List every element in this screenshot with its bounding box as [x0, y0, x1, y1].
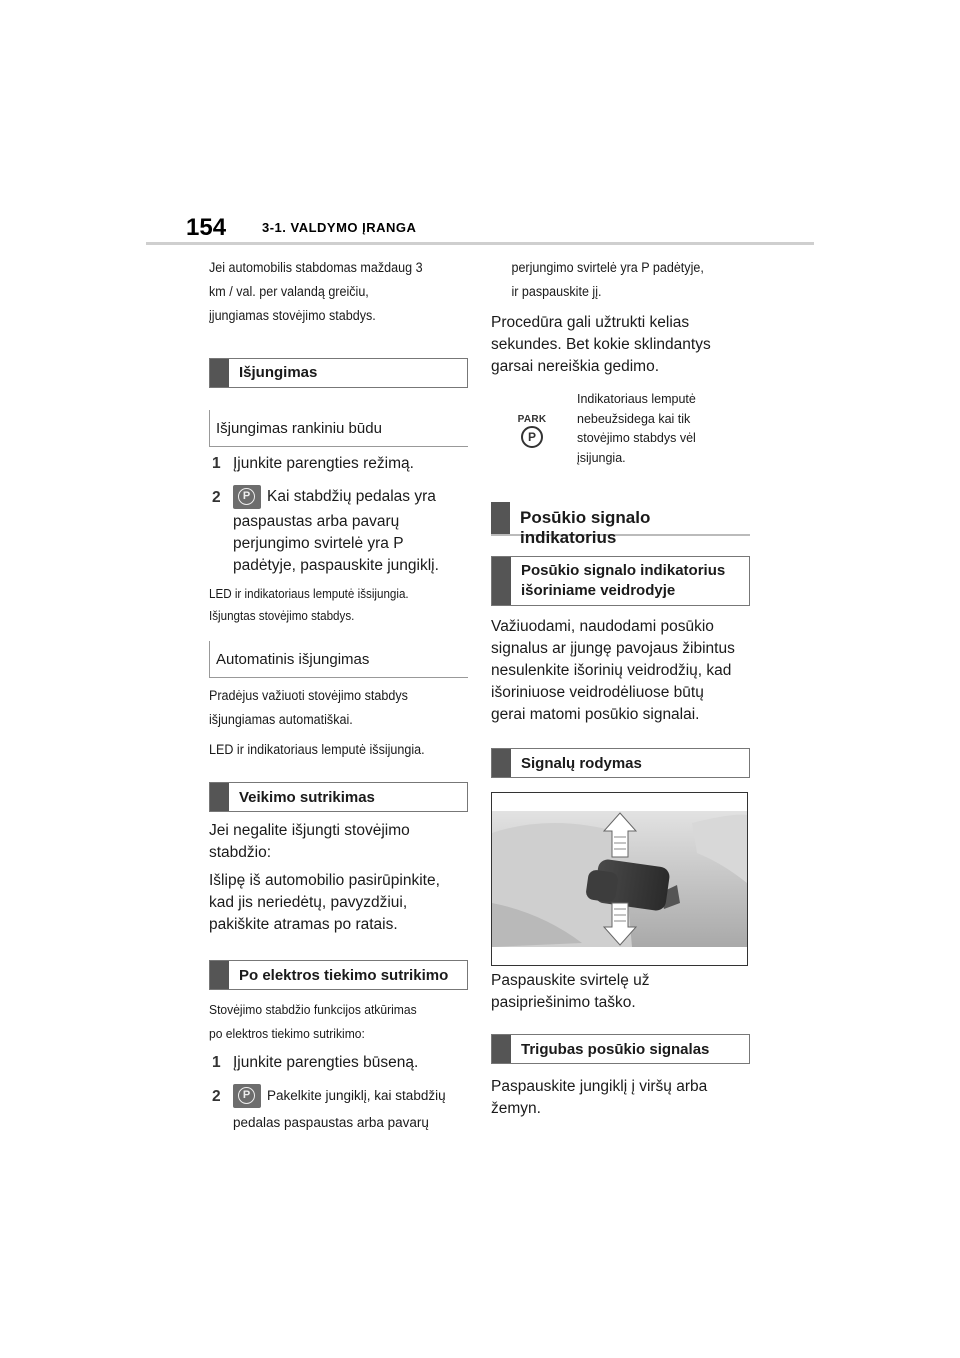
- page-number: 154: [186, 214, 227, 241]
- header-rule: [146, 242, 814, 245]
- fault-text: Jei negalite išjungti stovėjimo stabdžio: Išlipę iš automobilio pasirūpinkite, kad jis neriedėtų, pavyzdžiui, pakiškite atramas po ratais.: [209, 822, 440, 933]
- turn-signal-lever-illustration: [491, 792, 748, 966]
- heading-box-power: Po elektros tiekimo sutrikimo: [209, 960, 468, 990]
- display-text: Paspauskite svirtelę už pasipriešinimo taško.: [491, 972, 650, 1011]
- left-column: [209, 256, 471, 1134]
- power-text: Stovėjimo stabdžio funkcijos atkūrimas po elektros tiekimo sutrikimo:: [209, 1002, 417, 1041]
- right-column: [491, 256, 753, 1120]
- subheading-manual: Išjungimas rankiniu būdu: [209, 410, 468, 447]
- power-step-1: 1 Įjunkite parengties būseną.: [212, 1054, 419, 1071]
- heading-box-turn-signal: Posūkio signalo indikatorius: [491, 502, 750, 536]
- heading-box-fault: Veikimo sutrikimas: [209, 782, 468, 812]
- step-2: 2 P Kai stabdžių pedalas yra paspaustas arba pavarų perjungimo svirtelė yra P padėtyje, paspauskite jungiklį.: [209, 483, 471, 577]
- led-note: LED ir indikatoriaus lemputė išsijungia. Išjungtas stovėjimo stabdys.: [209, 587, 409, 623]
- continuation-text: perjungimo svirtelė yra P padėtyje, ir paspauskite jį.: [511, 260, 704, 299]
- lever-drawing: [492, 793, 747, 965]
- parking-brake-icon: P: [233, 1084, 261, 1108]
- manual-steps: [209, 453, 471, 577]
- heading-box-triple: Trigubas posūkio signalas: [491, 1034, 750, 1064]
- auto-text: Pradėjus važiuoti stovėjimo stabdys išjungiamas automatiškai. LED ir indikatoriaus lemputė išsijungia.: [209, 688, 425, 757]
- procedure-text: Procedūra gali užtrukti kelias sekundes. Bet kokie sklindantys garsai nereiškia gedimo.: [491, 314, 711, 375]
- power-step-2: 2 P Pakelkite jungiklį, kai stabdžių pedalas paspaustas arba pavarų: [209, 1082, 471, 1134]
- heading-box-mirror: Posūkio signalo indikatorius išoriniame veidrodyje: [491, 556, 750, 606]
- power-steps: [209, 1052, 471, 1134]
- section-title: 3-1. VALDYMO ĮRANGA: [262, 220, 417, 235]
- park-brake-indicator-icon: PARK P: [515, 414, 549, 454]
- parking-brake-icon: P: [233, 485, 261, 509]
- intro-text: Jei automobilis stabdomas maždaug 3 km / val. per valandą greičiu, įjungiamas stovėjimo stabdys.: [209, 260, 423, 323]
- heading-box-off: Išjungimas: [209, 358, 468, 388]
- step-1: 1 Įjunkite parengties režimą.: [212, 455, 414, 472]
- heading-box-display: Signalų rodymas: [491, 748, 750, 778]
- mirror-text: Važiuodami, naudodami posūkio signalus ar įjungę pavojaus žibintus nesulenkite išorinių veidrodžių, kad išoriniuose veidrodėliuose būtų gerai matomi posūkio signalai.: [491, 618, 735, 723]
- subheading-auto: Automatinis išjungimas: [209, 641, 468, 678]
- triple-text: Paspauskite jungiklį į viršų arba žemyn.: [491, 1078, 708, 1117]
- indicator-note: PARK P Indikatoriaus lemputė nebeužsidega kai tik stovėjimo stabdys vėl įsijungia.: [491, 390, 753, 480]
